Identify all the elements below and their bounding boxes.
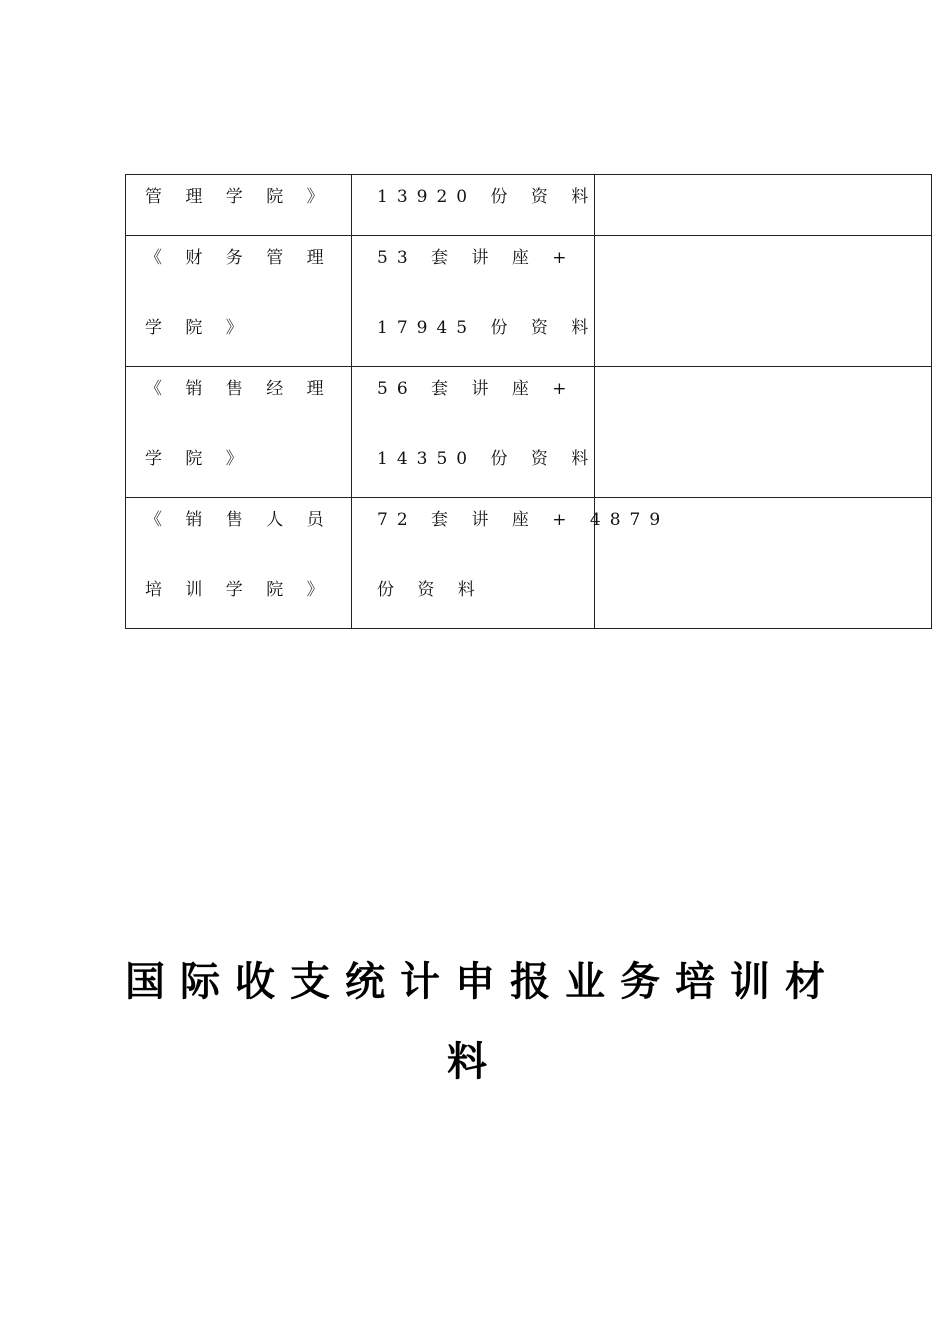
- cell-line: 《 销 售 经 理: [145, 379, 333, 399]
- cell-line: 份 资 料: [377, 580, 484, 600]
- table-cell-resources: [352, 175, 598, 236]
- cell-line: 72 套 讲 座 + 4879: [377, 510, 670, 530]
- cell-line: 《 销 售 人 员: [145, 510, 333, 530]
- table-cell-course: [126, 175, 352, 236]
- table-row: [126, 367, 932, 498]
- cell-line: 管 理 学 院 》: [145, 187, 333, 207]
- cell-line: 53 套 讲 座 +: [377, 248, 576, 268]
- table-cell-empty: [595, 175, 932, 236]
- course-catalog-table: [125, 174, 932, 629]
- document-title: [125, 957, 840, 1087]
- cell-line: 56 套 讲 座 +: [377, 379, 576, 399]
- table-row: [126, 175, 932, 236]
- cell-line: 13920 份 资 料: [377, 187, 598, 207]
- table-cell-empty: [595, 236, 932, 367]
- table-cell-resources: [352, 367, 598, 498]
- title-line: 料: [447, 1039, 487, 1085]
- cell-line: 17945 份 资 料: [377, 318, 598, 338]
- table-row: [126, 236, 932, 367]
- title-line: 国际收支统计申报业务培训材: [125, 959, 840, 1005]
- cell-line: 培 训 学 院 》: [145, 580, 333, 600]
- cell-line: 学 院 》: [145, 449, 252, 469]
- table-cell-resources: [352, 236, 598, 367]
- cell-line: 《 财 务 管 理: [145, 248, 333, 268]
- table-cell-course: [126, 498, 352, 629]
- table-cell-resources: [352, 498, 670, 629]
- cell-line: 学 院 》: [145, 318, 252, 338]
- table-cell-course: [126, 236, 352, 367]
- table-row: [126, 498, 932, 629]
- cell-line: 14350 份 资 料: [377, 449, 598, 469]
- table-cell-empty: [595, 367, 932, 498]
- table-cell-course: [126, 367, 352, 498]
